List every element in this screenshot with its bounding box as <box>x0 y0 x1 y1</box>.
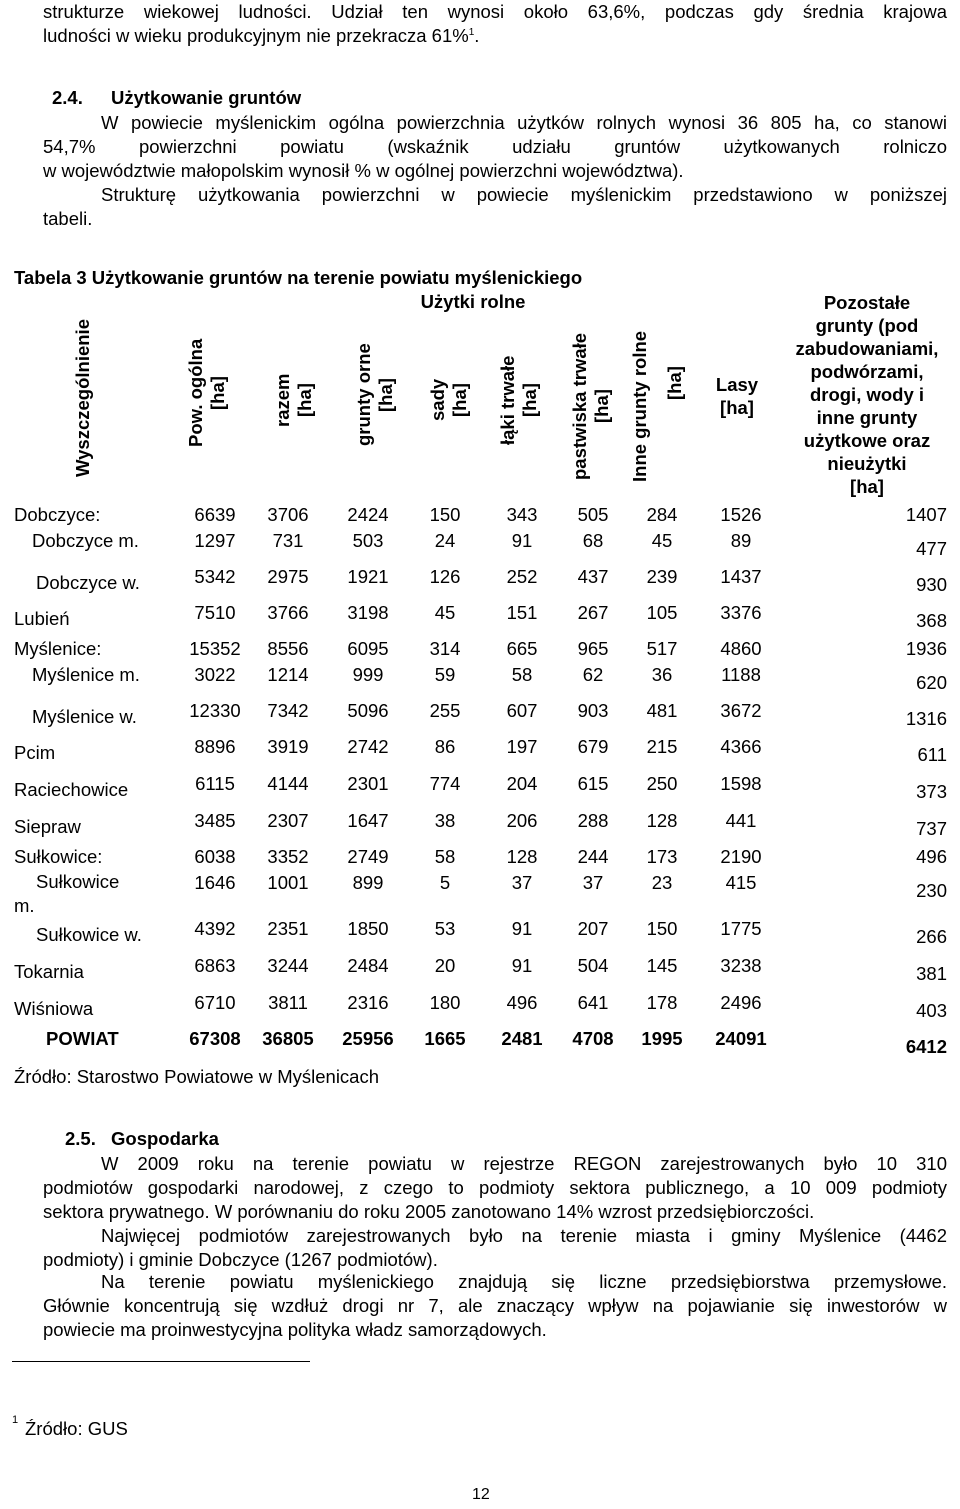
header-pozostale-line-3: zabudowaniami, <box>795 338 939 359</box>
table-cell: 965 <box>577 638 609 659</box>
section-2-4-title: Użytkowanie gruntów <box>111 87 302 108</box>
table-cell: 314 <box>429 638 461 659</box>
table-cell: 2424 <box>347 504 389 525</box>
table-cell: 6710 <box>194 992 236 1013</box>
header-sady-line-1: sady <box>427 378 448 422</box>
s25p3-line-3: powiecie ma proinwestycyjna polityka władz samorządowych. <box>43 1319 547 1340</box>
table-cell: 1526 <box>720 504 762 525</box>
section-2-4-paragraph-1 <box>43 111 947 183</box>
table-cell: 1921 <box>347 566 389 587</box>
header-lasy-line-2: [ha] <box>720 397 754 418</box>
header-laki-line-1: łąki trwałe <box>497 355 518 445</box>
table-cell: 1598 <box>720 773 762 794</box>
table-cell: 23 <box>651 872 673 893</box>
table-cell: 4860 <box>720 638 762 659</box>
table-cell: 4366 <box>720 736 762 757</box>
header-pastwiska-line-2: [ha] <box>591 389 612 423</box>
table-cell: 1850 <box>347 918 389 939</box>
section-2-4-number: 2.4. <box>52 87 83 108</box>
table-cell: 4144 <box>267 773 309 794</box>
table-cell: 2307 <box>267 810 309 831</box>
table-cell: 180 <box>429 992 461 1013</box>
table-cell: 15352 <box>189 638 241 659</box>
row-name: Raciechowice <box>14 779 129 800</box>
header-pozostale-line-2: grunty (pod <box>815 315 919 336</box>
header-sady <box>427 330 473 470</box>
section-2-5-title: Gospodarka <box>111 1128 219 1149</box>
table-cell: 1995 <box>641 1028 683 1049</box>
section-2-5-number: 2.5. <box>65 1128 96 1149</box>
table-cell: 150 <box>646 918 678 939</box>
s25p1-line-2: podmiotów gospodarki narodowej, z czego to podmioty sektora publicznego, a 10 009 podmioty <box>43 1177 947 1198</box>
table-cell: 620 <box>916 672 947 693</box>
table-cell: 441 <box>725 810 757 831</box>
table-cell: 197 <box>506 736 538 757</box>
header-pastwiska-trwale <box>569 318 615 494</box>
table-cell: 2749 <box>347 846 389 867</box>
footnote-marker: 1 <box>12 1414 19 1426</box>
intro-paragraph <box>43 0 947 48</box>
table-cell: 91 <box>511 955 533 976</box>
section-2-4-paragraph-2 <box>43 183 947 231</box>
table-cell: 381 <box>916 963 947 984</box>
table-cell: 62 <box>582 664 604 685</box>
table-cell: 679 <box>577 736 609 757</box>
table-cell: 37 <box>582 872 604 893</box>
row-name: Siepraw <box>14 816 81 837</box>
table-cell: 3022 <box>194 664 236 685</box>
table-cell: 737 <box>916 818 947 839</box>
header-pozostale-line-8: nieużytki <box>827 453 907 474</box>
row-name: Sułkowice m. <box>14 871 120 916</box>
table-cell: 255 <box>429 700 461 721</box>
table-cell: 6095 <box>347 638 389 659</box>
table-cell: 2190 <box>720 846 762 867</box>
table-cell: 2481 <box>501 1028 543 1049</box>
row-name: Dobczyce w. <box>36 572 140 593</box>
footnote-text: Źródło: GUS <box>25 1418 128 1439</box>
footnote-ref: 1 <box>468 26 475 38</box>
table-cell: 2742 <box>347 736 389 757</box>
row-name: Dobczyce m. <box>32 530 139 551</box>
table-cell: 2316 <box>347 992 389 1013</box>
header-razem <box>272 330 318 470</box>
table-cell: 239 <box>646 566 678 587</box>
row-name: Sułkowice: <box>14 846 103 867</box>
table-cell: 903 <box>577 700 609 721</box>
table-cell: 2484 <box>347 955 389 976</box>
table-cell: 68 <box>582 530 604 551</box>
header-grunty-orne-line-2: [ha] <box>375 378 396 412</box>
table-cell: 3376 <box>720 602 762 623</box>
row-name: Pcim <box>14 742 56 763</box>
table-cell: 1665 <box>424 1028 466 1049</box>
table-cell: 86 <box>434 736 456 757</box>
table-cell: 45 <box>651 530 673 551</box>
table-cell: 215 <box>646 736 678 757</box>
table-cell: 481 <box>646 700 678 721</box>
table-cell: 731 <box>272 530 304 551</box>
s25p2-line-2: podmioty) i gminie Dobczyce (1267 podmiotów). <box>43 1249 438 1270</box>
table-cell: 59 <box>434 664 456 685</box>
table-cell: 517 <box>646 638 678 659</box>
table-cell: 7342 <box>267 700 309 721</box>
row-name: Myślenice w. <box>32 706 137 727</box>
s25p1-line-1: W 2009 roku na terenie powiatu w rejestrze REGON zarejestrowanych było 10 310 <box>101 1153 947 1174</box>
table-cell: 477 <box>916 538 947 559</box>
s25p3-line-2: Głównie koncentrują się wzdłuż drogi nr 7, ale znaczący wpływ na pojawianie się inwestorów w <box>43 1295 947 1316</box>
header-inne-unit: [ha] <box>664 366 685 400</box>
header-razem-line-2: [ha] <box>294 383 315 417</box>
table-cell: 7510 <box>194 602 236 623</box>
table-cell: 1407 <box>905 504 947 525</box>
table-cell: 1647 <box>347 810 389 831</box>
table-cell: 89 <box>730 530 752 551</box>
table-cell: 45 <box>434 602 456 623</box>
section-2-5-paragraph-2 <box>43 1224 947 1272</box>
table-cell: 230 <box>916 880 947 901</box>
table-cell: 58 <box>434 846 456 867</box>
table-cell: 204 <box>506 773 538 794</box>
table-cell: 999 <box>352 664 384 685</box>
header-razem-line-1: razem <box>272 373 293 427</box>
table-cell: 6863 <box>194 955 236 976</box>
intro-line-2-end: . <box>474 25 480 46</box>
table-cell: 505 <box>577 504 609 525</box>
table-source: Źródło: Starostwo Powiatowe w Myślenicach <box>14 1066 380 1087</box>
table-cell: 288 <box>577 810 609 831</box>
header-lasy <box>700 373 774 419</box>
table-cell: 1646 <box>194 872 236 893</box>
row-name: Lubień <box>14 608 70 629</box>
header-pozostale-line-1: Pozostałe <box>823 292 911 313</box>
table-cell: 284 <box>646 504 678 525</box>
header-grunty-orne <box>353 320 399 470</box>
table-cell: 206 <box>506 810 538 831</box>
s24p2-line-2: tabeli. <box>43 208 93 229</box>
header-pow-line-2: [ha] <box>207 376 228 410</box>
table-cell: 641 <box>577 992 609 1013</box>
table-cell: 437 <box>577 566 609 587</box>
table-cell: 53 <box>434 918 456 939</box>
table-cell: 2975 <box>267 566 309 587</box>
s25p1-line-3: sektora prywatnego. W porównaniu do roku 2005 zanotowano 14% wzrost przedsiębiorczości. <box>43 1201 815 1222</box>
table-cell: 3352 <box>267 846 309 867</box>
section-2-5-paragraph-3 <box>43 1270 947 1342</box>
table-cell: 91 <box>511 918 533 939</box>
table-cell: 611 <box>917 744 947 765</box>
table-cell: 6412 <box>905 1036 947 1057</box>
table-cell: 504 <box>577 955 609 976</box>
table-cell: 38 <box>434 810 456 831</box>
table-cell: 3485 <box>194 810 236 831</box>
s24p1-line-3: w województwie małopolskim wynosił % w ogólnej powierzchni województwa). <box>43 160 684 181</box>
row-name: Sułkowice w. <box>36 924 142 945</box>
table-cell: 36 <box>651 664 673 685</box>
table-cell: 6115 <box>195 773 235 794</box>
table-cell: 8556 <box>267 638 309 659</box>
table-cell: 930 <box>916 574 947 595</box>
table-cell: 2351 <box>267 918 309 939</box>
table-cell: 343 <box>506 504 538 525</box>
table-cell: 496 <box>506 992 538 1013</box>
table-cell: 5096 <box>347 700 389 721</box>
table-cell: 4708 <box>572 1028 614 1049</box>
header-pow-ogolna <box>185 318 231 468</box>
header-pastwiska-line-1: pastwiska trwałe <box>569 332 590 480</box>
table-cell: 6038 <box>194 846 236 867</box>
table-cell: 244 <box>577 846 609 867</box>
table-cell: 178 <box>646 992 678 1013</box>
table-cell: 6639 <box>194 504 236 525</box>
table-cell: 774 <box>429 773 461 794</box>
table-cell: 3244 <box>267 955 309 976</box>
header-pozostale-line-6: inne grunty <box>816 407 918 428</box>
table-cell: 105 <box>646 602 678 623</box>
table-cell: 5342 <box>194 566 236 587</box>
header-pozostale-line-4: podwórzami, <box>810 361 924 382</box>
table-cell: 3672 <box>720 700 762 721</box>
table-cell: 607 <box>506 700 538 721</box>
table-cell: 3238 <box>720 955 762 976</box>
table-cell: 126 <box>429 566 461 587</box>
table-cell: 266 <box>916 926 947 947</box>
header-wyszczegolnienie: Wyszczególnienie <box>72 319 93 477</box>
intro-line-2 <box>43 24 947 48</box>
table-cell: 3919 <box>267 736 309 757</box>
section-2-5-paragraph-1 <box>43 1152 947 1224</box>
row-name: Tokarnia <box>14 961 84 982</box>
table-cell: 373 <box>916 781 947 802</box>
table-cell: 1936 <box>905 638 947 659</box>
table-cell: 3198 <box>347 602 389 623</box>
header-laki-trwale <box>497 330 543 470</box>
table-cell: 37 <box>511 872 533 893</box>
table-cell: 899 <box>352 872 384 893</box>
table-cell: 368 <box>916 610 947 631</box>
table-cell: 151 <box>506 602 538 623</box>
row-name: Myślenice: <box>14 638 102 659</box>
table-cell: 20 <box>434 955 456 976</box>
table-cell: 1297 <box>194 530 236 551</box>
table-caption: Tabela 3 Użytkowanie gruntów na terenie powiatu myślenickiego <box>14 267 583 288</box>
header-inne-grunty-rolne: Inne grunty rolne <box>629 330 650 482</box>
s24p1-line-2: 54,7% powierzchni powiatu (wskaźnik udziału gruntów użytkowanych rolniczo <box>43 136 947 157</box>
table-cell: 128 <box>506 846 538 867</box>
table-cell: 128 <box>646 810 678 831</box>
table-cell: 58 <box>511 664 533 685</box>
table-cell: 145 <box>646 955 678 976</box>
table-cell: 67308 <box>189 1028 241 1049</box>
table-cell: 252 <box>506 566 538 587</box>
table-cell: 150 <box>429 504 461 525</box>
header-pozostale-line-7: użytkowe oraz <box>803 430 931 451</box>
table-cell: 12330 <box>189 700 241 721</box>
header-pozostale-grunty <box>772 291 960 498</box>
table-cell: 36805 <box>262 1028 314 1049</box>
table-cell: 3811 <box>268 992 308 1013</box>
table-cell: 91 <box>511 530 533 551</box>
table-cell: 24 <box>434 530 456 551</box>
row-name: POWIAT <box>46 1028 119 1049</box>
header-pozostale-line-9: [ha] <box>850 476 884 497</box>
table-cell: 207 <box>577 918 609 939</box>
header-grunty-orne-line-1: grunty orne <box>353 343 374 447</box>
s24p1-line-1: W powiecie myślenickim ogólna powierzchnia użytków rolnych wynosi 36 805 ha, co stanowi <box>101 112 947 133</box>
table-cell: 1437 <box>720 566 762 587</box>
header-laki-line-2: [ha] <box>519 383 540 417</box>
table-cell: 250 <box>646 773 678 794</box>
table-cell: 267 <box>577 602 609 623</box>
intro-line-1: strukturze wiekowej ludności. Udział ten wynosi około 63,6%, podczas gdy średnia krajowa <box>43 1 947 22</box>
header-pozostale-line-5: drogi, wody i <box>809 384 925 405</box>
table-cell: 615 <box>577 773 609 794</box>
table-cell: 1001 <box>267 872 309 893</box>
table-cell: 3706 <box>267 504 309 525</box>
table-cell: 3766 <box>267 602 309 623</box>
row-name: Myślenice m. <box>32 664 140 685</box>
row-name: Dobczyce: <box>14 504 101 525</box>
header-uzytki-rolne: Użytki rolne <box>420 291 526 312</box>
table-cell: 8896 <box>194 736 236 757</box>
s24p2-line-1: Strukturę użytkowania powierzchni w powiecie myślenickim przedstawiono w poniższej <box>101 184 947 205</box>
table-cell: 403 <box>916 1000 947 1021</box>
table-cell: 25956 <box>342 1028 394 1049</box>
header-lasy-line-1: Lasy <box>715 374 759 395</box>
table-cell: 415 <box>725 872 757 893</box>
table-cell: 503 <box>352 530 384 551</box>
table-cell: 173 <box>646 846 678 867</box>
table-cell: 24091 <box>715 1028 767 1049</box>
s25p3-line-1: Na terenie powiatu myślenickiego znajdują się liczne przedsiębiorstwa przemysłowe. <box>101 1271 947 1292</box>
table-cell: 1188 <box>721 664 761 685</box>
table-cell: 2496 <box>720 992 762 1013</box>
table-cell: 5 <box>439 872 451 893</box>
table-cell: 1214 <box>267 664 309 685</box>
s25p2-line-1: Najwięcej podmiotów zarejestrowanych było na terenie miasta i gminy Myślenice (4462 <box>101 1225 947 1246</box>
table-cell: 4392 <box>194 918 236 939</box>
table-cell: 496 <box>916 846 947 867</box>
row-name: Wiśniowa <box>14 998 94 1019</box>
header-pow-line-1: Pow. ogólna <box>185 338 206 448</box>
table-cell: 665 <box>506 638 538 659</box>
table-cell: 2301 <box>347 773 389 794</box>
table-cell: 1316 <box>905 708 947 729</box>
intro-line-2-text: ludności w wieku produkcyjnym nie przekracza 61% <box>43 25 469 46</box>
table-cell: 1775 <box>720 918 762 939</box>
page-number: 12 <box>472 1486 490 1503</box>
footnote-divider <box>12 1361 310 1362</box>
header-sady-line-2: [ha] <box>449 383 470 417</box>
